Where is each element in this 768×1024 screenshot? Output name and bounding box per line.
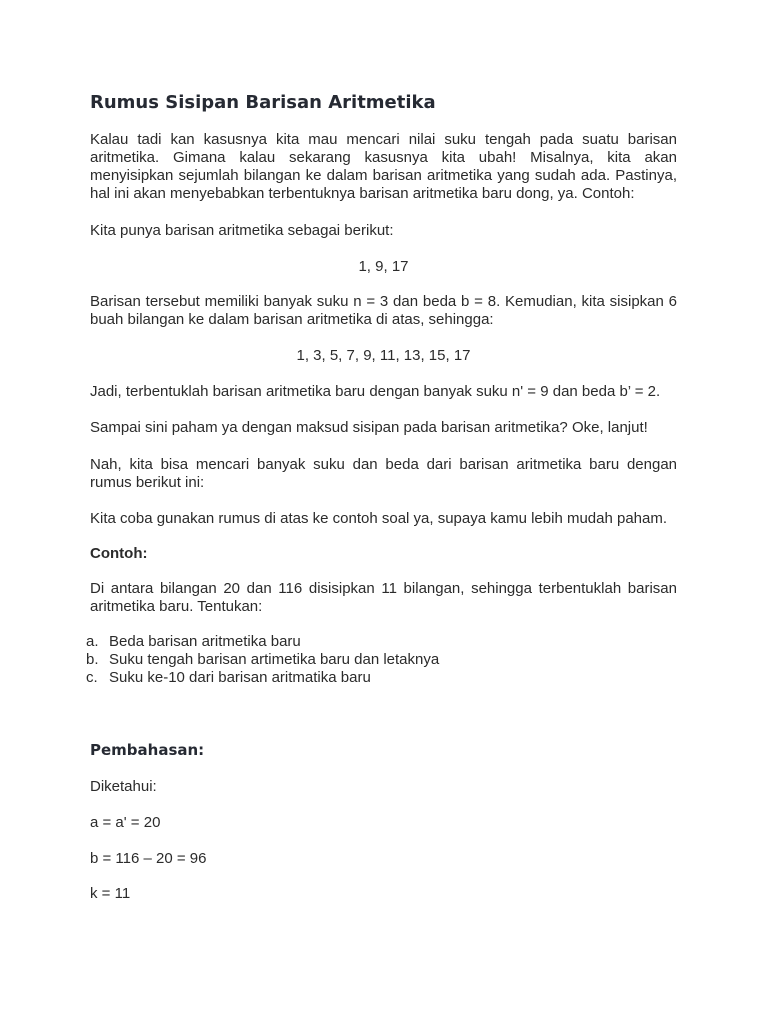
equation-b: b = 116 – 20 = 96 (90, 850, 207, 867)
equation-a: a = a' = 20 (90, 814, 161, 831)
list-marker: b. (86, 651, 99, 668)
list-item-text: Suku tengah barisan artimetika baru dan letaknya (109, 651, 440, 668)
sequence-new: 1, 3, 5, 7, 9, 11, 13, 15, 17 (296, 347, 471, 364)
list-marker: c. (86, 669, 98, 686)
list-item (86, 669, 677, 687)
paragraph-sequence-explain: Barisan tersebut memiliki banyak suku n = 3 dan beda b = 8. Kemudian, kita sisipkan 6 buah bilangan ke dalam barisan aritmetika di atas, sehingga: (90, 293, 677, 328)
equation-k: k = 11 (90, 885, 131, 902)
paragraph-result: Jadi, terbentuklah barisan aritmetika baru dengan banyak suku n' = 9 dan beda b’ = 2. (90, 383, 661, 400)
paragraph-continue: Sampai sini paham ya dengan maksud sisipan pada barisan aritmetika? Oke, lanjut! (90, 419, 648, 436)
list-item (86, 651, 677, 669)
paragraph-example: Di antara bilangan 20 dan 116 disisipkan 11 bilangan, sehingga terbentuklah barisan aritmetika baru. Tentukan: (90, 580, 677, 615)
list-item (86, 633, 677, 651)
paragraph-try-formula: Kita coba gunakan rumus di atas ke contoh soal ya, supaya kamu lebih mudah paham. (90, 510, 668, 527)
page-title: Rumus Sisipan Barisan Aritmetika (90, 92, 436, 113)
list-marker: a. (86, 633, 99, 650)
list-item-text: Beda barisan aritmetika baru (109, 633, 301, 650)
paragraph-sequence-intro: Kita punya barisan aritmetika sebagai berikut: (90, 222, 394, 239)
paragraph-intro: Kalau tadi kan kasusnya kita mau mencari nilai suku tengah pada suatu barisan aritmetika. Gimana kalau sekarang kasusnya kita ubah! Misalnya, kita akan menyisipkan sejumlah bilangan ke dalam barisan aritmetika yang sudah ada. Pastinya, hal ini akan menyebabkan terbentuknya barisan aritmetika baru dong, ya. Contoh: (90, 131, 677, 202)
question-list (86, 633, 677, 687)
example-label: Contoh: (90, 545, 148, 562)
list-item-text: Suku ke-10 dari barisan aritmatika baru (109, 669, 371, 686)
discussion-heading: Pembahasan: (90, 741, 205, 759)
known-label: Diketahui: (90, 778, 157, 795)
paragraph-formula-intro: Nah, kita bisa mencari banyak suku dan beda dari barisan aritmetika baru dengan rumus berikut ini: (90, 456, 677, 491)
sequence-original: 1, 9, 17 (358, 258, 409, 275)
